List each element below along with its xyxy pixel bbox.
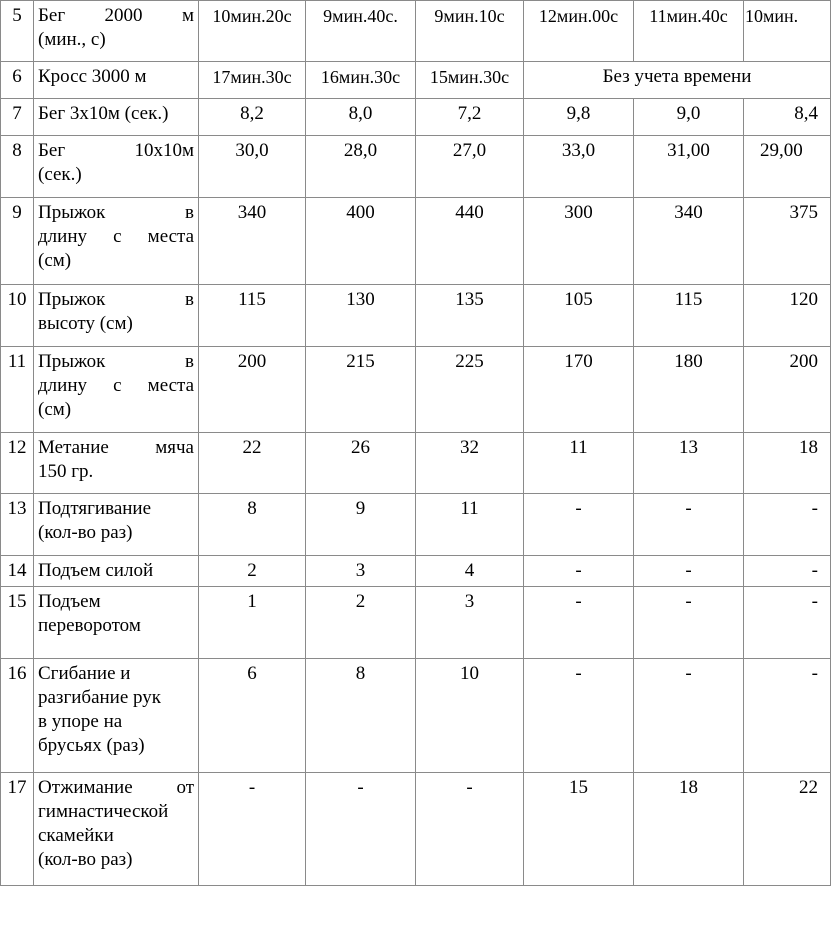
exercise-name-line: Бег 10х10м <box>38 140 194 161</box>
exercise-name <box>34 347 199 433</box>
row-number: 16 <box>1 659 34 773</box>
row-number: 5 <box>1 1 34 62</box>
table-row <box>1 556 831 587</box>
exercise-name <box>34 99 199 136</box>
table-row <box>1 1 831 62</box>
exercise-name <box>34 494 199 556</box>
value-cell: - <box>524 587 634 659</box>
exercise-name-line: Прыжок в <box>38 289 194 310</box>
value-cell: 8 <box>199 494 306 556</box>
exercise-name <box>34 285 199 347</box>
exercise-name-line: разгибание рук <box>38 687 161 708</box>
exercise-name <box>34 773 199 886</box>
row-number: 8 <box>1 136 34 198</box>
value-cell: 8 <box>306 659 416 773</box>
exercise-name-line: (кол-во раз) <box>38 849 133 870</box>
value-cell: 16мин.30с <box>306 62 416 99</box>
exercise-name-line: Бег 3х10м (сек.) <box>38 103 169 124</box>
value-cell: 8,2 <box>199 99 306 136</box>
value-cell: - <box>634 556 744 587</box>
exercise-name-line: (кол-во раз) <box>38 522 133 543</box>
value-cell: - <box>306 773 416 886</box>
exercise-name-line: Метание мяча <box>38 437 194 458</box>
value-cell: 29,00 <box>744 136 831 198</box>
value-cell: 15 <box>524 773 634 886</box>
value-cell: 18 <box>634 773 744 886</box>
exercise-name-line: Бег 2000 м <box>38 5 194 26</box>
value-cell: - <box>744 556 831 587</box>
row-number: 9 <box>1 198 34 285</box>
exercise-name-line: высоту (см) <box>38 313 133 334</box>
exercise-name-line: брусьях (раз) <box>38 735 145 756</box>
value-cell: 9мин.10с <box>416 1 524 62</box>
table-row <box>1 62 831 99</box>
row-number: 15 <box>1 587 34 659</box>
exercise-name-line: в упоре на <box>38 711 123 732</box>
value-cell: 115 <box>634 285 744 347</box>
merged-value-cell: Без учета времени <box>524 62 831 99</box>
table-row <box>1 494 831 556</box>
value-cell: 30,0 <box>199 136 306 198</box>
exercise-name-line: (сек.) <box>38 164 82 185</box>
value-cell: 13 <box>634 433 744 494</box>
value-cell: - <box>416 773 524 886</box>
exercise-name <box>34 62 199 99</box>
value-cell: 11мин.40с <box>634 1 744 62</box>
table-row <box>1 773 831 886</box>
row-number: 10 <box>1 285 34 347</box>
value-cell: 2 <box>306 587 416 659</box>
value-cell: 200 <box>199 347 306 433</box>
value-cell: 400 <box>306 198 416 285</box>
value-cell: 8,4 <box>744 99 831 136</box>
value-cell: 120 <box>744 285 831 347</box>
value-cell: 15мин.30с <box>416 62 524 99</box>
value-cell: 7,2 <box>416 99 524 136</box>
value-cell: 9мин.40с. <box>306 1 416 62</box>
value-cell: 33,0 <box>524 136 634 198</box>
value-cell: 2 <box>199 556 306 587</box>
value-cell: 225 <box>416 347 524 433</box>
exercise-name-line: Подъем силой <box>38 560 154 581</box>
value-cell: - <box>524 556 634 587</box>
value-cell: 12мин.00с <box>524 1 634 62</box>
exercise-name-line: (мин., с) <box>38 29 106 50</box>
value-cell: 3 <box>416 587 524 659</box>
value-cell: 10мин. <box>744 1 831 62</box>
table-row <box>1 198 831 285</box>
table-row <box>1 285 831 347</box>
exercise-name-line: Прыжок в <box>38 351 194 372</box>
value-cell: 9 <box>306 494 416 556</box>
exercise-name-line: Подъем <box>38 591 101 612</box>
exercise-name <box>34 198 199 285</box>
value-cell: 10 <box>416 659 524 773</box>
value-cell: 26 <box>306 433 416 494</box>
value-cell: 200 <box>744 347 831 433</box>
row-number: 11 <box>1 347 34 433</box>
value-cell: 3 <box>306 556 416 587</box>
exercise-name <box>34 556 199 587</box>
value-cell: - <box>524 659 634 773</box>
exercise-name-line: длину с места <box>38 375 194 396</box>
exercise-name-line: Кросс 3000 м <box>38 66 147 87</box>
value-cell: - <box>744 494 831 556</box>
value-cell: 1 <box>199 587 306 659</box>
exercise-name <box>34 136 199 198</box>
value-cell: 340 <box>199 198 306 285</box>
value-cell: 32 <box>416 433 524 494</box>
value-cell: 11 <box>416 494 524 556</box>
value-cell: - <box>744 587 831 659</box>
value-cell: 170 <box>524 347 634 433</box>
exercise-name-line: (см) <box>38 399 72 420</box>
table-row <box>1 433 831 494</box>
value-cell: 130 <box>306 285 416 347</box>
value-cell: 215 <box>306 347 416 433</box>
exercise-name-line: Отжимание от <box>38 777 194 798</box>
exercise-name-line: длину с места <box>38 226 194 247</box>
exercise-name <box>34 659 199 773</box>
value-cell: 135 <box>416 285 524 347</box>
table-row <box>1 99 831 136</box>
row-number: 7 <box>1 99 34 136</box>
exercise-name-line: Подтягивание <box>38 498 152 519</box>
row-number: 6 <box>1 62 34 99</box>
value-cell: 22 <box>744 773 831 886</box>
exercise-name-line: Сгибание и <box>38 663 131 684</box>
value-cell: - <box>199 773 306 886</box>
table-row <box>1 659 831 773</box>
value-cell: 115 <box>199 285 306 347</box>
value-cell: 31,00 <box>634 136 744 198</box>
value-cell: 11 <box>524 433 634 494</box>
exercise-name-line: скамейки <box>38 825 114 846</box>
value-cell: 300 <box>524 198 634 285</box>
value-cell: 6 <box>199 659 306 773</box>
value-cell: 8,0 <box>306 99 416 136</box>
value-cell: 9,0 <box>634 99 744 136</box>
exercise-name-line: Прыжок в <box>38 202 194 223</box>
value-cell: 105 <box>524 285 634 347</box>
row-number: 13 <box>1 494 34 556</box>
value-cell: 180 <box>634 347 744 433</box>
value-cell: 440 <box>416 198 524 285</box>
value-cell: 22 <box>199 433 306 494</box>
exercise-name <box>34 1 199 62</box>
exercise-name-line: переворотом <box>38 615 141 636</box>
value-cell: 9,8 <box>524 99 634 136</box>
value-cell: 340 <box>634 198 744 285</box>
row-number: 17 <box>1 773 34 886</box>
value-cell: 28,0 <box>306 136 416 198</box>
value-cell: - <box>634 659 744 773</box>
table-row <box>1 587 831 659</box>
exercise-name-line: (см) <box>38 250 72 271</box>
value-cell: 375 <box>744 198 831 285</box>
value-cell: 17мин.30с <box>199 62 306 99</box>
table-row <box>1 347 831 433</box>
value-cell: 27,0 <box>416 136 524 198</box>
value-cell: - <box>634 587 744 659</box>
exercise-name-line: гимнастической <box>38 801 169 822</box>
row-number: 14 <box>1 556 34 587</box>
exercise-name <box>34 433 199 494</box>
value-cell: - <box>744 659 831 773</box>
value-cell: 18 <box>744 433 831 494</box>
exercise-name-line: 150 гр. <box>38 461 94 482</box>
row-number: 12 <box>1 433 34 494</box>
value-cell: 10мин.20с <box>199 1 306 62</box>
table-row <box>1 136 831 198</box>
exercise-name <box>34 587 199 659</box>
value-cell: - <box>524 494 634 556</box>
value-cell: - <box>634 494 744 556</box>
value-cell: 4 <box>416 556 524 587</box>
